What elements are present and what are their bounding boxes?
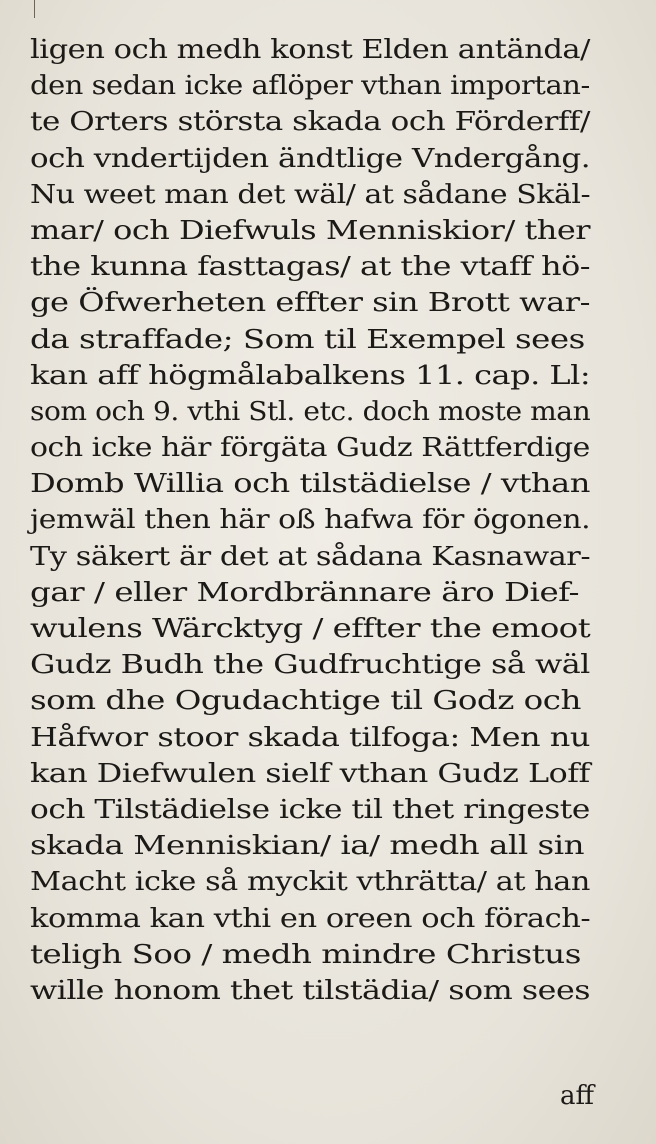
margin-mark bbox=[34, 0, 35, 18]
text-line: Macht icke så myckit vthrätta/ at han bbox=[30, 867, 591, 898]
text-line: Gudz Budh the Gudfruchtige så wäl bbox=[30, 650, 590, 681]
text-line: ligen och medh konst Elden antända/ bbox=[30, 35, 590, 65]
text-line: ge Öfwerheten effter sin Brott war- bbox=[30, 288, 590, 319]
text-line: gar / eller Mordbrännare äro Dief- bbox=[30, 577, 580, 608]
text-line: Håfwor stoor skada tilfoga: Men nu bbox=[30, 722, 590, 753]
text-line: den sedan icke aflöper vthan importan- bbox=[30, 71, 590, 102]
text-line: wille honom thet tilstädia/ som sees bbox=[30, 975, 591, 1006]
text-line: jemwäl then här oß hafwa för ögonen. bbox=[30, 505, 591, 536]
text-line: som dhe Ogudachtige til Godz och bbox=[30, 686, 581, 717]
text-line: kan aff högmålabalkens 11. cap. Ll: bbox=[30, 360, 591, 391]
text-line: och Tilstädielse icke til thet ringeste bbox=[30, 794, 590, 825]
text-line: skada Menniskian/ ia/ medh all sin bbox=[30, 831, 585, 862]
text-line: som och 9. vthi Stl. etc. doch moste man bbox=[30, 396, 591, 427]
text-line: Nu weet man det wäl/ at sådane Skäl- bbox=[30, 179, 591, 210]
text-line: the kunna fasttagas/ at the vtaff hö- bbox=[30, 252, 591, 283]
text-line: komma kan vthi en oreen och förach- bbox=[30, 903, 591, 934]
text-line: wulens Wärcktyg / effter the emoot bbox=[30, 614, 591, 644]
text-line: kan Diefwulen sielf vthan Gudz Loff bbox=[30, 758, 590, 789]
text-line: och icke här förgäta Gudz Rättferdige bbox=[30, 433, 590, 464]
text-line: Domb Willia och tilstädielse / vthan bbox=[30, 469, 590, 500]
text-line: Ty säkert är det at sådana Kasnawar- bbox=[30, 541, 591, 572]
text-line: da straffade; Som til Exempel sees bbox=[30, 324, 585, 355]
text-line: och vndertijden ändtlige Vndergång. bbox=[30, 143, 591, 174]
body-text bbox=[30, 32, 596, 1009]
text-line: teligh Soo / medh mindre Christus bbox=[30, 939, 581, 970]
text-line: mar/ och Diefwuls Menniskior/ ther bbox=[30, 215, 591, 246]
catchword: aff bbox=[560, 1081, 594, 1111]
text-line: te Orters största skada och Förderff/ bbox=[30, 107, 590, 138]
